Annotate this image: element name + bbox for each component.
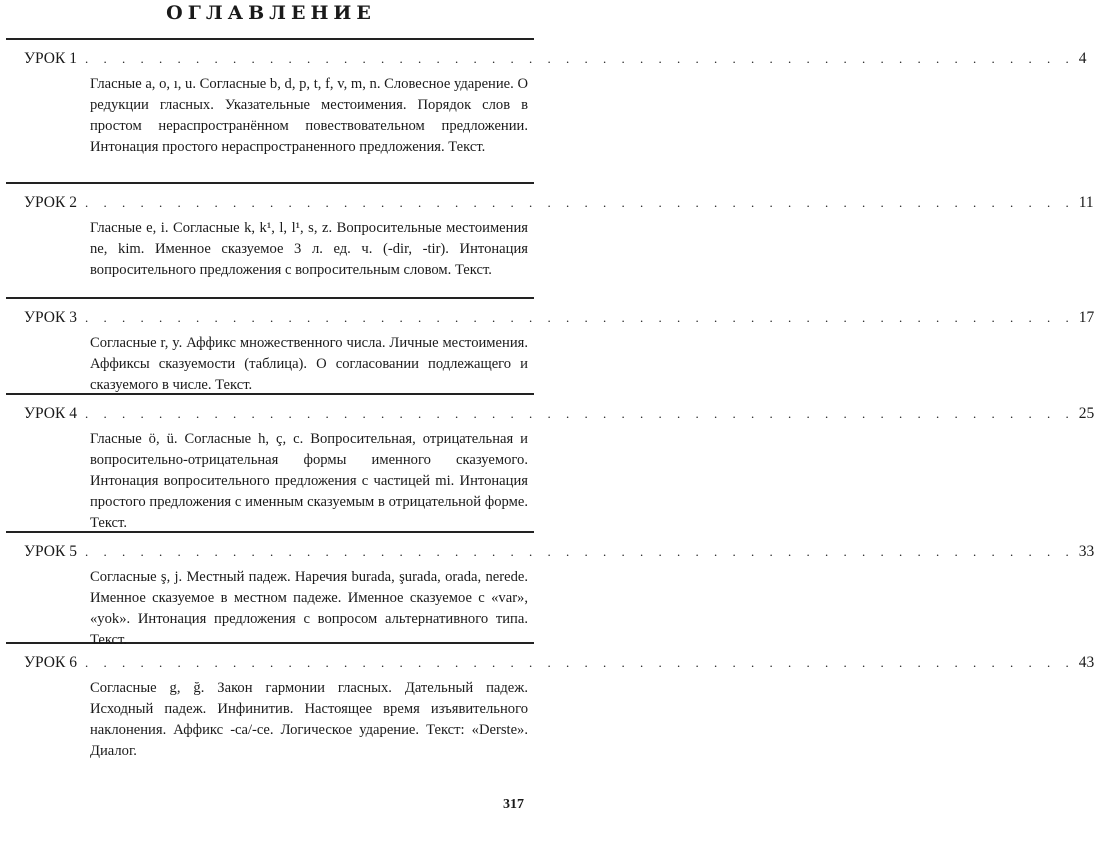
page-number[interactable]: 11 <box>1078 194 1094 211</box>
page-number[interactable]: 33 <box>1078 543 1095 560</box>
lesson-description: Гласные a, o, ı, u. Согласные b, d, p, t, f, v, m, n. Словесное ударение. О редукции гласных. Указательные местоимения. Порядок слов в простом нераспространённом повествовательном предложении. Интонация простого нераспространенного предложения. Текст. <box>90 76 528 155</box>
lesson-description: Согласные g, ğ. Закон гармонии гласных. Дательный падеж. Исходный падеж. Инфинитив. Настоящее время изъявительного наклонения. Аффикс -ca/-ce. Логическое ударение. Текст: «Derste». Диалог. <box>90 680 528 759</box>
footer-page-number: 317 <box>503 797 524 812</box>
lesson-title[interactable]: УРОК 1 <box>24 50 77 67</box>
lesson-title[interactable]: УРОК 4 <box>24 405 77 422</box>
toc-entry-heading <box>6 644 1095 674</box>
page-number[interactable]: 4 <box>1078 50 1087 67</box>
dot-leader: . . . . . . . . . . . . . . . . . . . . . . . . . . . . . . . . . . . . . . . . . . . . . . . . . . . . . . <box>84 195 1075 210</box>
toc-entry <box>6 531 1095 648</box>
toc-entry-heading <box>6 40 1087 70</box>
lesson-title[interactable]: УРОК 2 <box>24 194 77 211</box>
lesson-title[interactable]: УРОК 5 <box>24 543 77 560</box>
table-of-contents <box>6 38 1095 762</box>
lesson-title[interactable]: УРОК 3 <box>24 309 77 326</box>
dot-leader: . . . . . . . . . . . . . . . . . . . . . . . . . . . . . . . . . . . . . . . . . . . . . . . . . . . . . . <box>84 655 1075 670</box>
toc-entry <box>6 297 1095 393</box>
page-number[interactable]: 17 <box>1078 309 1095 326</box>
page-number[interactable]: 25 <box>1078 405 1095 422</box>
toc-entry-heading <box>6 299 1095 329</box>
lesson-title[interactable]: УРОК 6 <box>24 654 77 671</box>
dot-leader: . . . . . . . . . . . . . . . . . . . . . . . . . . . . . . . . . . . . . . . . . . . . . . . . . . . . . . <box>84 310 1075 325</box>
toc-entry <box>6 182 1094 297</box>
toc-entry <box>6 393 1095 531</box>
dot-leader: . . . . . . . . . . . . . . . . . . . . . . . . . . . . . . . . . . . . . . . . . . . . . . . . . . . . . . <box>84 406 1075 421</box>
page-number[interactable]: 43 <box>1078 654 1095 671</box>
toc-entry-heading <box>6 395 1095 425</box>
toc-entry <box>6 642 1095 762</box>
toc-entry-heading <box>6 533 1095 563</box>
page-title: ОГЛАВЛЕНИЕ <box>166 2 376 24</box>
lesson-description: Согласные r, y. Аффикс множественного числа. Личные местоимения. Аффиксы сказуемости (таблица). О согласовании подлежащего и сказуемого в числе. Текст. <box>90 335 528 393</box>
toc-entry-heading <box>6 184 1094 214</box>
toc-entry <box>6 38 1087 182</box>
lesson-description: Согласные ş, j. Местный падеж. Наречия burada, şurada, orada, nerede. Именное сказуемое в местном падеже. Именное сказуемое с «var», «yok». Интонация предложения с вопросом альтернативного типа. Текст. <box>90 569 528 648</box>
dot-leader: . . . . . . . . . . . . . . . . . . . . . . . . . . . . . . . . . . . . . . . . . . . . . . . . . . . . . . <box>84 544 1075 559</box>
lesson-description: Гласные e, i. Согласные k, k¹, l, l¹, s, z. Вопросительные местоимения ne, kim. Именное сказуемое 3 л. ед. ч. (-dir, -tir). Интонация вопросительного предложения с вопросительным словом. Текст. <box>90 220 528 278</box>
lesson-description: Гласные ö, ü. Согласные h, ç, c. Вопросительная, отрицательная и вопросительно-отрицательная формы именного сказуемого. Интонация вопросительного предложения с частицей mi. Интонация простого предложения с именным сказуемым в отрицательной форме. Текст. <box>90 431 528 531</box>
dot-leader: . . . . . . . . . . . . . . . . . . . . . . . . . . . . . . . . . . . . . . . . . . . . . . . . . . . . . . <box>84 51 1075 66</box>
